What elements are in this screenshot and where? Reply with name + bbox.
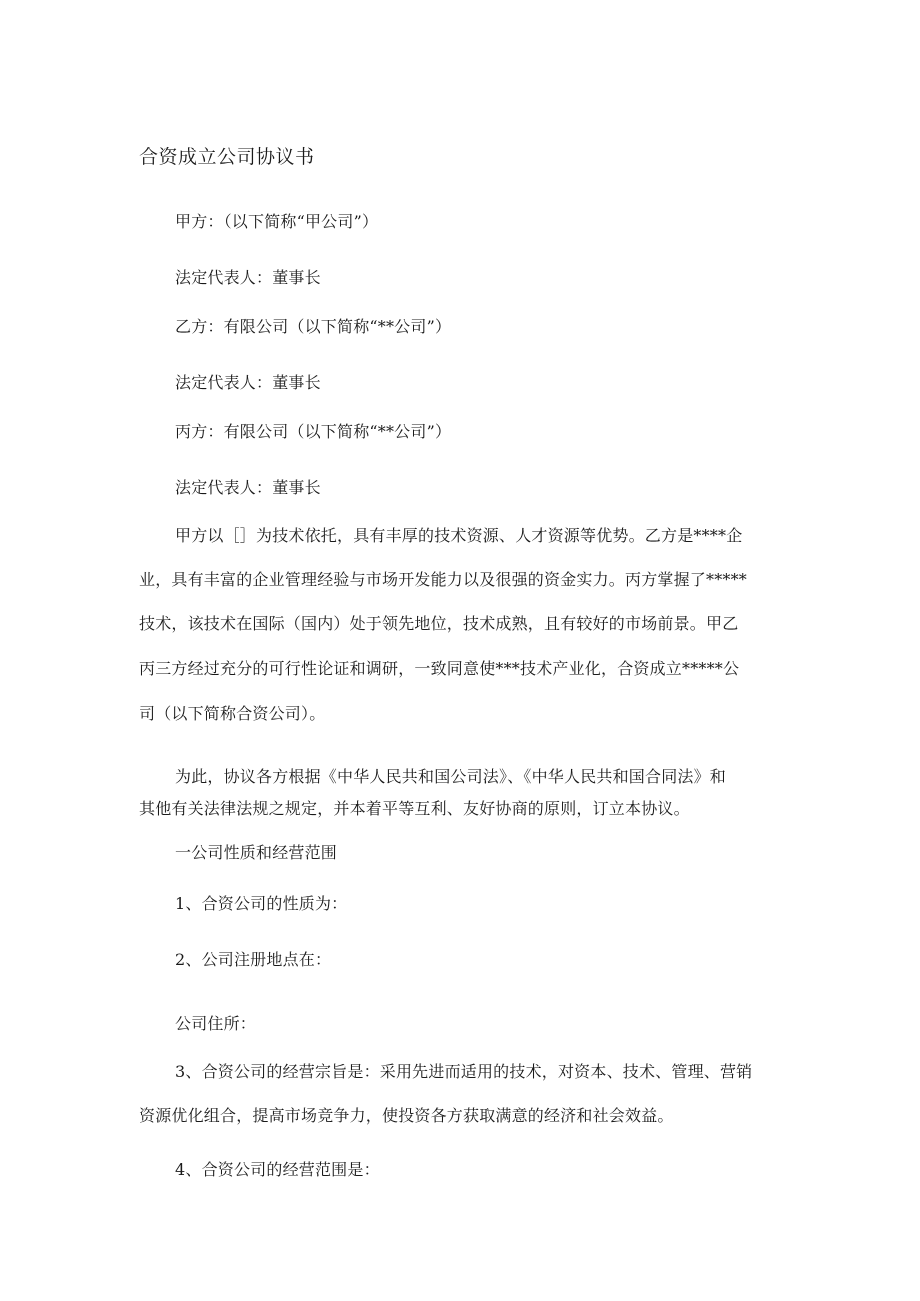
paragraph-line: 甲方以［］为技术依托，具有丰厚的技术资源、人才资源等优势。乙方是****企 xyxy=(175,526,743,545)
company-address-line: 公司住所： xyxy=(175,1014,257,1033)
paragraph-line: 技术，该技术在国际（国内）处于领先地位，技术成熟，且有较好的市场前景。甲乙 xyxy=(139,614,739,633)
clause-item-1: 1、合资公司的性质为： xyxy=(175,894,348,913)
paragraph-line: 为此，协议各方根据《中华人民共和国公司法》、《中华人民共和国合同法》和 xyxy=(175,767,727,786)
party-b-representative: 法定代表人：董事长 xyxy=(175,373,321,392)
party-a-line: 甲方：（以下简称“甲公司”） xyxy=(175,212,379,231)
party-c-representative: 法定代表人：董事长 xyxy=(175,478,321,497)
paragraph-line: 3、合资公司的经营宗旨是：采用先进而适用的技术，对资本、技术、管理、营销 xyxy=(175,1062,753,1081)
paragraph-line: 其他有关法律法规之规定，并本着平等互利、友好协商的原则，订立本协议。 xyxy=(139,799,690,818)
document-title: 合资成立公司协议书 xyxy=(139,146,315,168)
party-b-line: 乙方：有限公司（以下简称“**公司”） xyxy=(175,317,452,336)
clause-item-2: 2、公司注册地点在： xyxy=(175,950,332,969)
party-c-line: 丙方：有限公司（以下简称“**公司”） xyxy=(175,422,452,441)
clause-item-4: 4、合资公司的经营范围是： xyxy=(175,1160,380,1179)
paragraph-line: 丙三方经过充分的可行性论证和调研，一致同意使***技术产业化，合资成立*****公 xyxy=(139,659,740,678)
paragraph-line: 资源优化组合，提高市场竞争力，使投资各方获取满意的经济和社会效益。 xyxy=(139,1106,674,1125)
paragraph-line: 司（以下简称合资公司）。 xyxy=(139,704,326,723)
paragraph-line: 业，具有丰富的企业管理经验与市场开发能力以及很强的资金实力。丙方掌握了***** xyxy=(139,570,748,589)
section-heading: 一公司性质和经营范围 xyxy=(175,843,338,862)
party-a-representative: 法定代表人：董事长 xyxy=(175,268,321,287)
